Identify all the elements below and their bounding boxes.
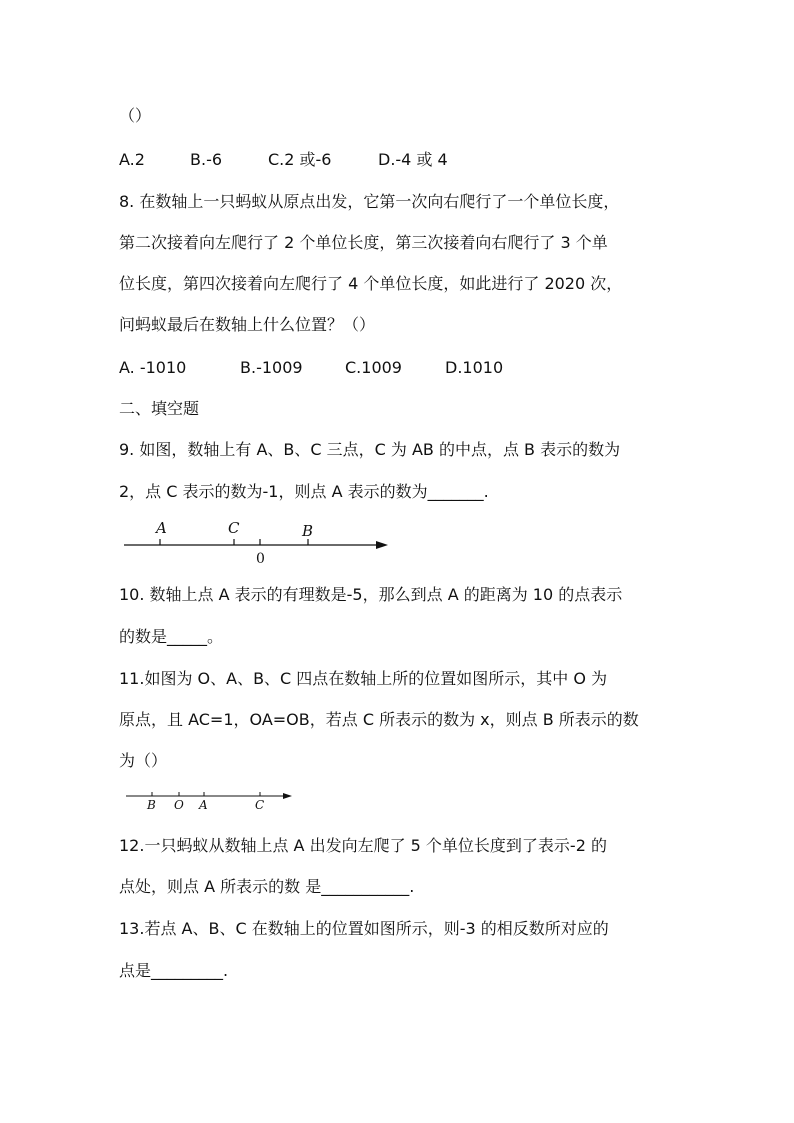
q8-option-a: A. -1010 [119, 358, 187, 377]
q10-line-2: 的数是_____。 [119, 627, 224, 646]
q9-number-line [120, 517, 400, 567]
q7-option-a: A.2 [119, 150, 145, 169]
q12-line-1: 12.一只蚂蚁从数轴上点 A 出发向左爬了 5 个单位长度到了表示-2 的 [119, 836, 607, 855]
q11-number-line [120, 788, 320, 818]
q8-option-d: D.1010 [445, 358, 504, 377]
q12-line-2: 点处，则点 A 所表示的数 是___________. [119, 877, 415, 896]
q7-option-c: C.2 或-6 [268, 150, 332, 169]
q11-label-a: A [199, 798, 208, 812]
q9-label-c: C [228, 519, 240, 537]
q7-option-b: B.-6 [190, 150, 223, 169]
q8-line-3: 位长度，第四次接着向左爬行了 4 个单位长度，如此进行了 2020 次， [119, 274, 623, 293]
q8-line-4: 问蚂蚁最后在数轴上什么位置？（） [119, 315, 376, 334]
q7-bracket: （） [119, 106, 152, 125]
q11-label-c: C [255, 798, 265, 812]
q11-axis-arrow [283, 793, 292, 799]
q9-label-origin: 0 [256, 551, 265, 567]
q9-line-2: 2，点 C 表示的数为-1，则点 A 表示的数为_______. [119, 482, 489, 501]
q11-line-2: 原点，且 AC=1，OA=OB，若点 C 所表示的数为 x，则点 B 所表示的数 [119, 710, 639, 729]
q10-line-1: 10. 数轴上点 A 表示的有理数是-5，那么到点 A 的距离为 10 的点表示 [119, 585, 623, 604]
q9-label-a: A [156, 519, 167, 537]
q9-label-b: B [302, 522, 314, 540]
q11-line-1: 11.如图为 O、A、B、C 四点在数轴上所的位置如图所示，其中 O 为 [119, 669, 608, 688]
q9-axis-arrow [376, 541, 388, 549]
q8-line-2: 第二次接着向左爬行了 2 个单位长度，第三次接着向右爬行了 3 个单 [119, 233, 608, 252]
q8-line-1: 8. 在数轴上一只蚂蚁从原点出发，它第一次向右爬行了一个单位长度， [119, 192, 620, 211]
q9-line-1: 9. 如图，数轴上有 A、B、C 三点，C 为 AB 的中点，点 B 表示的数为 [119, 440, 621, 459]
q7-option-d: D.-4 或 4 [378, 150, 448, 169]
q13-line-2: 点是_________. [119, 961, 229, 980]
q11-label-o: O [174, 798, 184, 812]
q11-label-b: B [147, 798, 156, 812]
q8-option-c: C.1009 [345, 358, 402, 377]
q11-line-3: 为（） [119, 751, 168, 770]
q8-option-b: B.-1009 [240, 358, 303, 377]
q13-line-1: 13.若点 A、B、C 在数轴上的位置如图所示，则-3 的相反数所对应的 [119, 919, 609, 938]
section-heading: 二、填空题 [119, 399, 200, 418]
